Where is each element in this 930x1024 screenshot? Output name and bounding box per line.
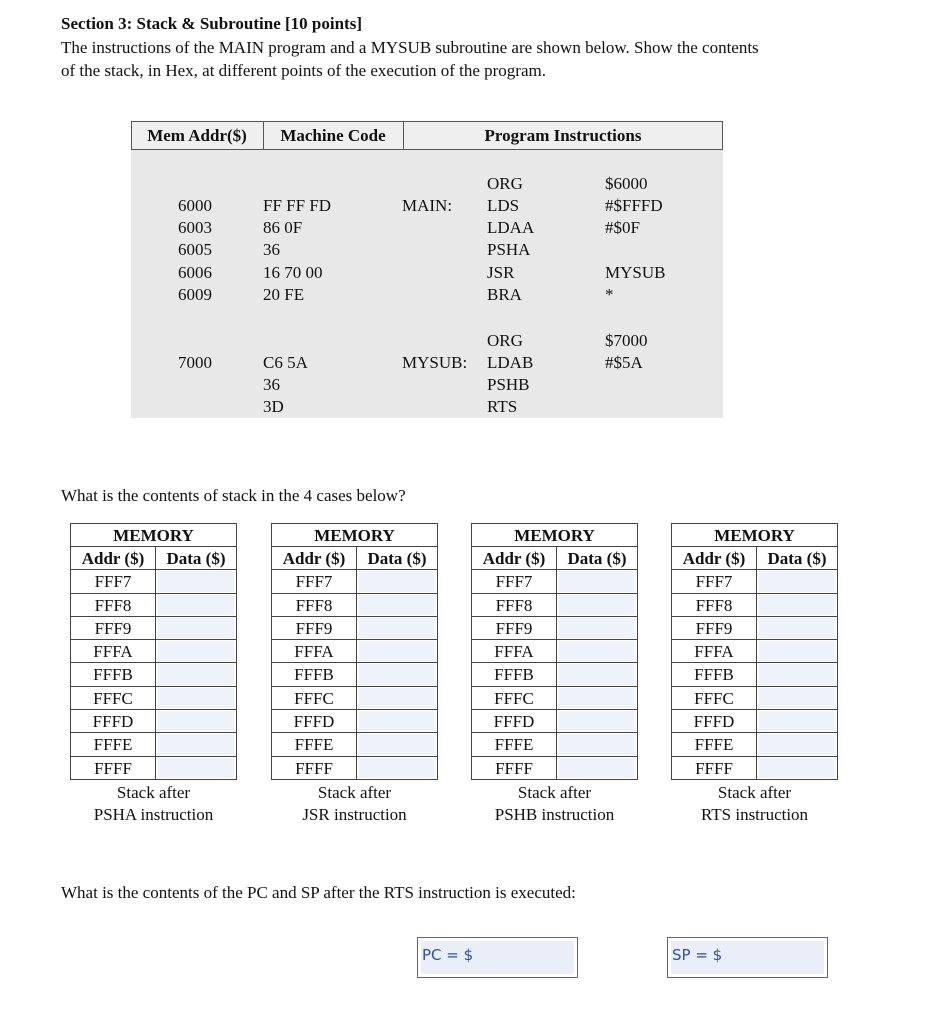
memory-data-input[interactable] — [359, 641, 435, 661]
data-column-header: Data ($) — [767, 549, 827, 568]
code-opcode: LDAB — [487, 353, 534, 372]
intro-line-1: The instructions of the MAIN program and a MYSUB subroutine are shown below. Show the contents — [61, 38, 759, 57]
memory-address: FFFA — [472, 640, 557, 662]
memory-caption — [271, 782, 438, 827]
memory-row — [472, 687, 637, 710]
memory-address: FFFE — [672, 733, 757, 755]
code-opcode: ORG — [487, 174, 523, 193]
memory-address: FFF9 — [472, 617, 557, 639]
memory-row — [672, 570, 837, 593]
memory-data-input[interactable] — [559, 641, 635, 661]
addr-column-header: Addr ($) — [472, 547, 557, 569]
sp-answer-label: SP = $ — [672, 946, 723, 964]
memory-address: FFFE — [71, 733, 156, 755]
code-opcode: ORG — [487, 331, 523, 350]
memory-caption — [671, 782, 838, 827]
memory-row — [672, 687, 837, 710]
memory-data-input[interactable] — [759, 758, 835, 778]
memory-address: FFFD — [472, 710, 557, 732]
memory-data-input[interactable] — [559, 571, 635, 591]
header-mem-addr: Mem Addr($) — [147, 126, 247, 145]
memory-address: FFFC — [71, 687, 156, 709]
code-label: MYSUB: — [402, 353, 468, 372]
code-machine-code: FF FF FD — [263, 196, 332, 215]
memory-data-input[interactable] — [158, 734, 234, 754]
memory-data-input[interactable] — [158, 618, 234, 638]
memory-row — [272, 733, 437, 756]
memory-row — [71, 663, 236, 686]
memory-row — [71, 570, 236, 593]
code-mem-addr: 6000 — [178, 196, 212, 215]
memory-row — [472, 757, 637, 780]
memory-address: FFF8 — [71, 594, 156, 616]
memory-row — [672, 640, 837, 663]
data-column-header: Data ($) — [567, 549, 627, 568]
memory-data-input[interactable] — [559, 595, 635, 615]
memory-address: FFFA — [272, 640, 357, 662]
code-operand: #$FFFD — [605, 196, 663, 215]
memory-address: FFFD — [672, 710, 757, 732]
memory-row — [272, 640, 437, 663]
memory-row — [472, 570, 637, 593]
header-program-instructions: Program Instructions — [484, 126, 642, 145]
code-opcode: LDAA — [487, 218, 535, 237]
memory-address: FFF8 — [272, 594, 357, 616]
memory-address: FFF7 — [71, 570, 156, 592]
code-machine-code: 36 — [263, 375, 280, 394]
code-opcode: PSHA — [487, 240, 531, 259]
pc-answer-field[interactable] — [417, 937, 578, 978]
memory-row — [672, 617, 837, 640]
memory-data-input[interactable] — [759, 734, 835, 754]
memory-table — [471, 523, 638, 827]
memory-data-input[interactable] — [158, 571, 234, 591]
memory-data-input[interactable] — [359, 571, 435, 591]
memory-row — [672, 710, 837, 733]
code-machine-code: 36 — [263, 240, 280, 259]
code-opcode: BRA — [487, 285, 522, 304]
memory-header-row — [472, 547, 637, 570]
memory-title: MEMORY — [472, 524, 637, 547]
memory-data-input[interactable] — [359, 595, 435, 615]
caption-line-1: Stack after — [717, 782, 792, 802]
memory-address: FFF7 — [272, 570, 357, 592]
memory-address: FFF7 — [472, 570, 557, 592]
memory-row — [272, 757, 437, 780]
memory-row — [472, 640, 637, 663]
memory-address: FFF9 — [272, 617, 357, 639]
memory-address: FFFB — [672, 663, 757, 685]
memory-row — [672, 663, 837, 686]
code-machine-code: 3D — [263, 397, 284, 416]
memory-address: FFF7 — [672, 570, 757, 592]
memory-row — [472, 710, 637, 733]
code-opcode: PSHB — [487, 375, 530, 394]
memory-data-input[interactable] — [559, 734, 635, 754]
memory-data-input[interactable] — [759, 664, 835, 684]
sp-answer-field[interactable] — [667, 937, 828, 978]
memory-address: FFFF — [672, 757, 757, 779]
memory-title: MEMORY — [272, 524, 437, 547]
memory-row — [272, 687, 437, 710]
memory-data-input[interactable] — [559, 758, 635, 778]
memory-address: FFFD — [71, 710, 156, 732]
code-mem-addr: 6003 — [178, 218, 212, 237]
memory-address: FFF8 — [672, 594, 757, 616]
memory-address: FFFC — [272, 687, 357, 709]
section-intro — [61, 37, 881, 82]
memory-row — [472, 594, 637, 617]
caption-line-2: PSHB instruction — [494, 805, 615, 825]
memory-data-input[interactable] — [158, 711, 234, 731]
caption-line-1: Stack after — [317, 782, 392, 802]
memory-row — [672, 594, 837, 617]
code-machine-code: 86 0F — [263, 218, 303, 237]
memory-row — [71, 617, 236, 640]
memory-row — [272, 617, 437, 640]
memory-data-input[interactable] — [158, 595, 234, 615]
memory-data-input[interactable] — [158, 688, 234, 708]
memory-row — [472, 663, 637, 686]
question-pc-sp: What is the contents of the PC and SP after the RTS instruction is executed: — [61, 883, 576, 902]
data-column-header: Data ($) — [166, 549, 226, 568]
question-stack-contents: What is the contents of stack in the 4 cases below? — [61, 486, 406, 505]
code-operand: * — [605, 285, 614, 304]
memory-address: FFFC — [672, 687, 757, 709]
memory-address: FFFA — [71, 640, 156, 662]
intro-line-2: of the stack, in Hex, at different points of the execution of the program. — [61, 60, 546, 80]
pc-answer-label: PC = $ — [422, 946, 474, 964]
caption-line-1: Stack after — [517, 782, 592, 802]
program-listing-table — [131, 121, 723, 418]
addr-column-header: Addr ($) — [71, 547, 156, 569]
memory-row — [472, 617, 637, 640]
code-operand: $7000 — [605, 331, 648, 350]
code-mem-addr: 7000 — [178, 353, 212, 372]
code-opcode: LDS — [487, 196, 520, 215]
caption-line-2: PSHA instruction — [93, 805, 214, 825]
section-title: Section 3: Stack & Subroutine [10 points] — [61, 14, 362, 33]
code-opcode: RTS — [487, 397, 518, 416]
memory-row — [272, 594, 437, 617]
memory-row — [672, 733, 837, 756]
code-machine-code: 20 FE — [263, 285, 305, 304]
code-machine-code: C6 5A — [263, 353, 308, 372]
memory-data-input[interactable] — [359, 664, 435, 684]
code-mem-addr: 6006 — [178, 263, 212, 282]
memory-address: FFF9 — [672, 617, 757, 639]
caption-line-1: Stack after — [116, 782, 191, 802]
memory-title: MEMORY — [672, 524, 837, 547]
caption-line-2: JSR instruction — [302, 805, 407, 825]
memory-address: FFFB — [272, 663, 357, 685]
code-opcode: JSR — [487, 263, 515, 282]
memory-row — [71, 757, 236, 780]
code-operand: MYSUB — [605, 263, 666, 282]
memory-data-input[interactable] — [359, 734, 435, 754]
memory-address: FFF8 — [472, 594, 557, 616]
memory-title: MEMORY — [71, 524, 236, 547]
program-listing-header — [131, 121, 723, 150]
memory-address: FFFE — [272, 733, 357, 755]
code-machine-code: 16 70 00 — [263, 263, 323, 282]
memory-address: FFFB — [472, 663, 557, 685]
memory-data-input[interactable] — [759, 641, 835, 661]
memory-table — [271, 523, 438, 827]
memory-address: FFFA — [672, 640, 757, 662]
memory-address: FFFF — [272, 757, 357, 779]
memory-row — [71, 733, 236, 756]
memory-row — [272, 570, 437, 593]
addr-column-header: Addr ($) — [272, 547, 357, 569]
memory-row — [672, 757, 837, 780]
memory-table — [70, 523, 237, 827]
code-operand: #$5A — [605, 353, 643, 372]
memory-header-row — [71, 547, 236, 570]
memory-data-input[interactable] — [759, 688, 835, 708]
memory-header-row — [272, 547, 437, 570]
memory-row — [71, 710, 236, 733]
memory-data-input[interactable] — [759, 618, 835, 638]
code-operand: $6000 — [605, 174, 648, 193]
memory-data-input[interactable] — [759, 595, 835, 615]
memory-address: FFFB — [71, 663, 156, 685]
code-mem-addr: 6005 — [178, 240, 212, 259]
memory-data-input[interactable] — [158, 641, 234, 661]
memory-address: FFF9 — [71, 617, 156, 639]
memory-row — [472, 733, 637, 756]
memory-data-input[interactable] — [559, 688, 635, 708]
memory-data-input[interactable] — [359, 688, 435, 708]
memory-caption — [471, 782, 638, 827]
memory-data-input[interactable] — [759, 711, 835, 731]
caption-line-2: RTS instruction — [700, 805, 809, 825]
memory-data-input[interactable] — [359, 711, 435, 731]
memory-row — [272, 710, 437, 733]
code-mem-addr: 6009 — [178, 285, 212, 304]
memory-caption — [70, 782, 237, 827]
memory-data-input[interactable] — [559, 711, 635, 731]
memory-data-input[interactable] — [158, 664, 234, 684]
memory-row — [272, 663, 437, 686]
memory-address: FFFE — [472, 733, 557, 755]
memory-data-input[interactable] — [158, 758, 234, 778]
memory-row — [71, 687, 236, 710]
header-machine-code: Machine Code — [280, 126, 386, 145]
memory-address: FFFC — [472, 687, 557, 709]
memory-data-input[interactable] — [559, 664, 635, 684]
addr-column-header: Addr ($) — [672, 547, 757, 569]
memory-data-input[interactable] — [359, 618, 435, 638]
memory-header-row — [672, 547, 837, 570]
code-operand: #$0F — [605, 218, 640, 237]
data-column-header: Data ($) — [367, 549, 427, 568]
memory-address: FFFF — [71, 757, 156, 779]
memory-row — [71, 594, 236, 617]
memory-data-input[interactable] — [759, 571, 835, 591]
memory-address: FFFD — [272, 710, 357, 732]
memory-address: FFFF — [472, 757, 557, 779]
memory-row — [71, 640, 236, 663]
memory-table — [671, 523, 838, 827]
memory-data-input[interactable] — [559, 618, 635, 638]
code-label: MAIN: — [402, 196, 453, 215]
memory-data-input[interactable] — [359, 758, 435, 778]
